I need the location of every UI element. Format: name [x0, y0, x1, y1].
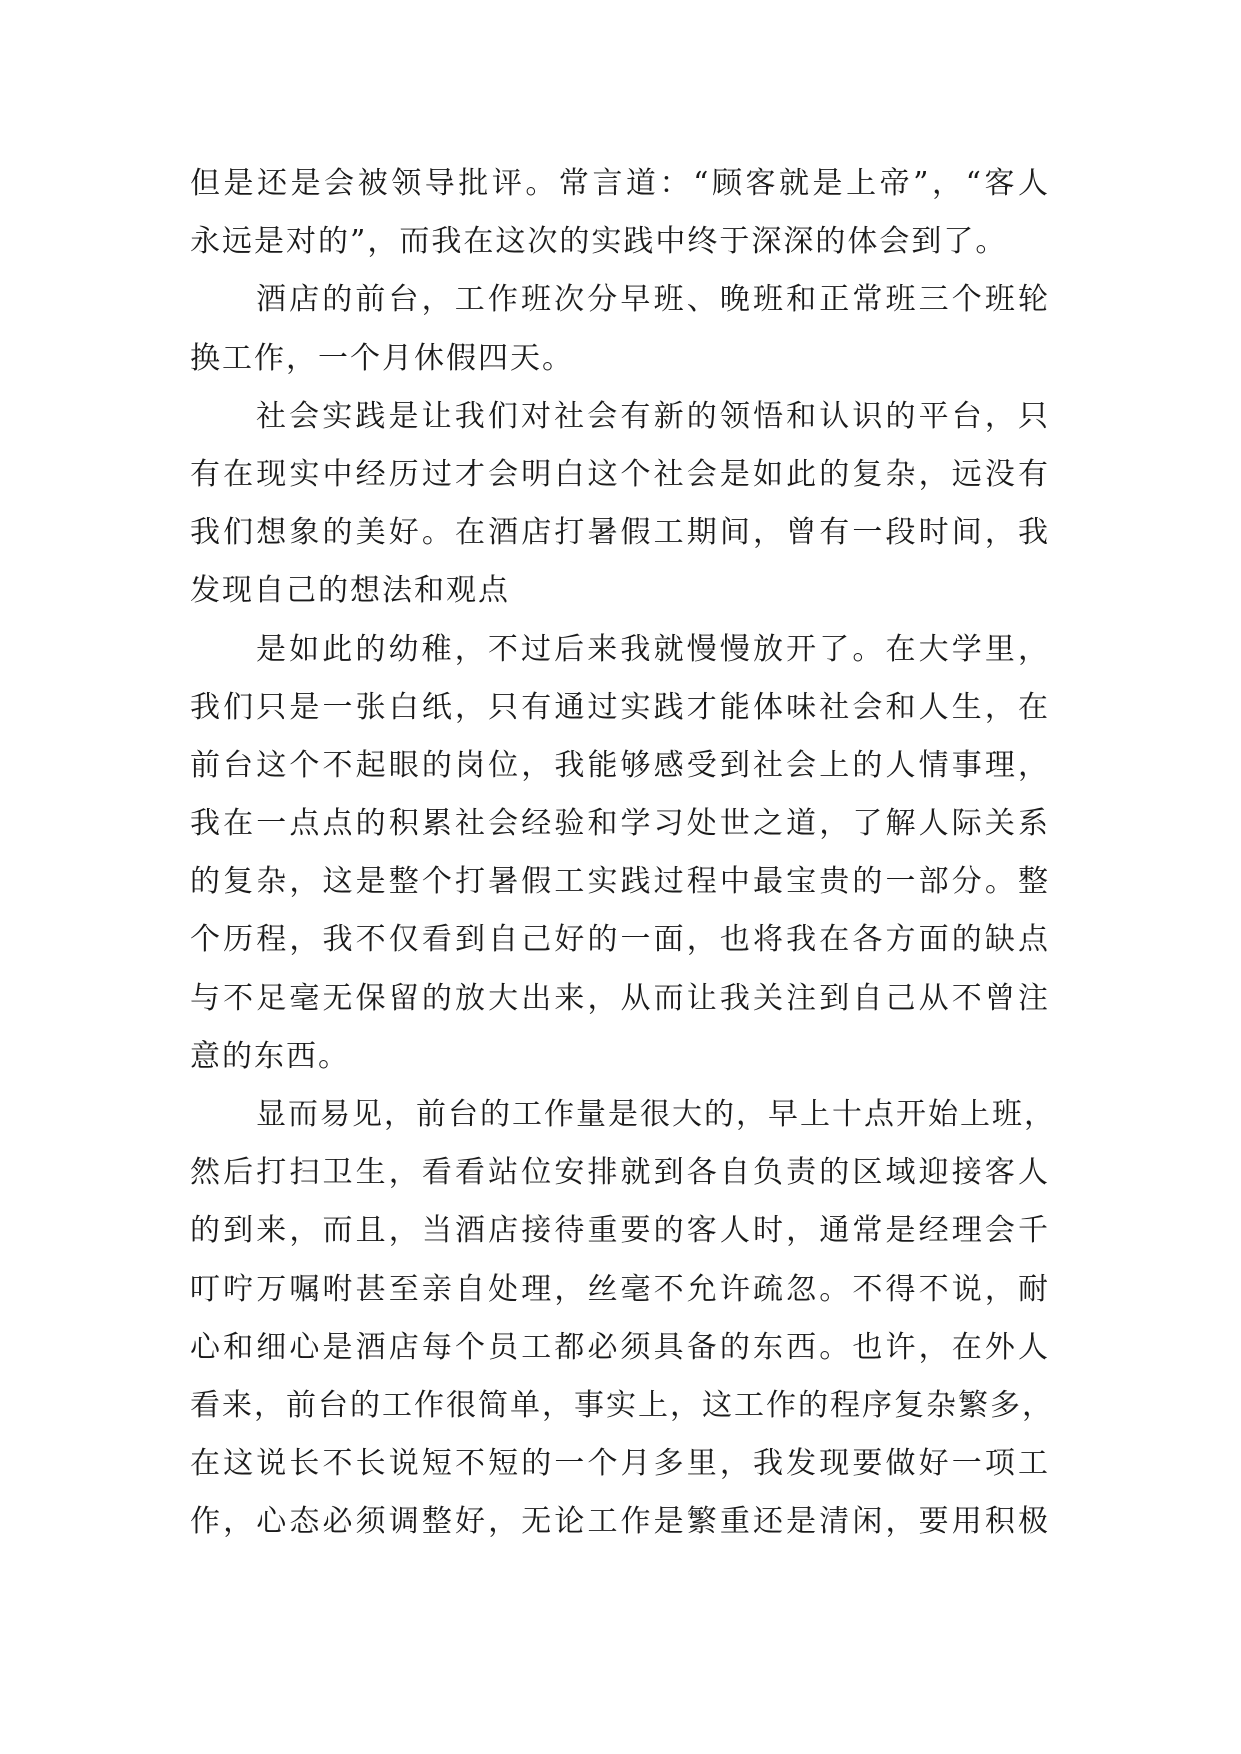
text-line: 与不足毫无保留的放大出来，从而让我关注到自己从不曾注 — [190, 980, 1050, 1016]
text-line: 酒店的前台，工作班次分早班、晚班和正常班三个班轮 — [256, 282, 1050, 318]
text-line: 看来，前台的工作很简单，事实上，这工作的程序复杂繁多， — [190, 1387, 1054, 1423]
text-line: 显而易见，前台的工作量是很大的，早上十点开始上班， — [256, 1097, 1056, 1132]
text-line: 换工作，一个月休假四天。 — [190, 340, 574, 376]
text-line: 心和细心是酒店每个员工都必须具备的东西。也许，在外人 — [190, 1329, 1050, 1365]
text-line: 我们只是一张白纸，只有通过实践才能体味社会和人生，在 — [190, 689, 1050, 725]
text-line: 但是还是会被领导批评。常言道：“顾客就是上帝”，“客人 — [190, 166, 1050, 201]
text-line: 然后打扫卫生，看看站位安排就到各自负责的区域迎接客人 — [190, 1155, 1050, 1191]
text-line: 永远是对的”，而我在这次的实践中终于深深的体会到了。 — [190, 224, 1008, 260]
text-line: 发现自己的想法和观点 — [190, 573, 510, 609]
text-line: 社会实践是让我们对社会有新的领悟和认识的平台，只 — [256, 398, 1050, 434]
text-line: 叮咛万嘱咐甚至亲自处理，丝毫不允许疏忽。不得不说，耐 — [190, 1271, 1050, 1307]
text-line: 作，心态必须调整好，无论工作是繁重还是清闲，要用积极 — [190, 1504, 1050, 1540]
text-line: 的复杂，这是整个打暑假工实践过程中最宝贵的一部分。整 — [190, 864, 1050, 900]
text-line: 前台这个不起眼的岗位，我能够感受到社会上的人情事理， — [190, 747, 1050, 783]
body-text — [190, 155, 1056, 1552]
text-line: 的到来，而且，当酒店接待重要的客人时，通常是经理会千 — [190, 1213, 1050, 1249]
text-line: 我们想象的美好。在酒店打暑假工期间，曾有一段时间，我 — [190, 515, 1050, 551]
text-line: 个历程，我不仅看到自己好的一面，也将我在各方面的缺点 — [190, 922, 1050, 958]
text-line: 有在现实中经历过才会明白这个社会是如此的复杂，远没有 — [190, 456, 1050, 492]
text-line: 意的东西。 — [190, 1038, 350, 1074]
text-line: 在这说长不长说短不短的一个月多里，我发现要做好一项工 — [190, 1446, 1050, 1482]
text-line: 是如此的幼稚，不过后来我就慢慢放开了。在大学里， — [256, 631, 1050, 667]
text-line: 我在一点点的积累社会经验和学习处世之道，了解人际关系 — [190, 806, 1050, 842]
